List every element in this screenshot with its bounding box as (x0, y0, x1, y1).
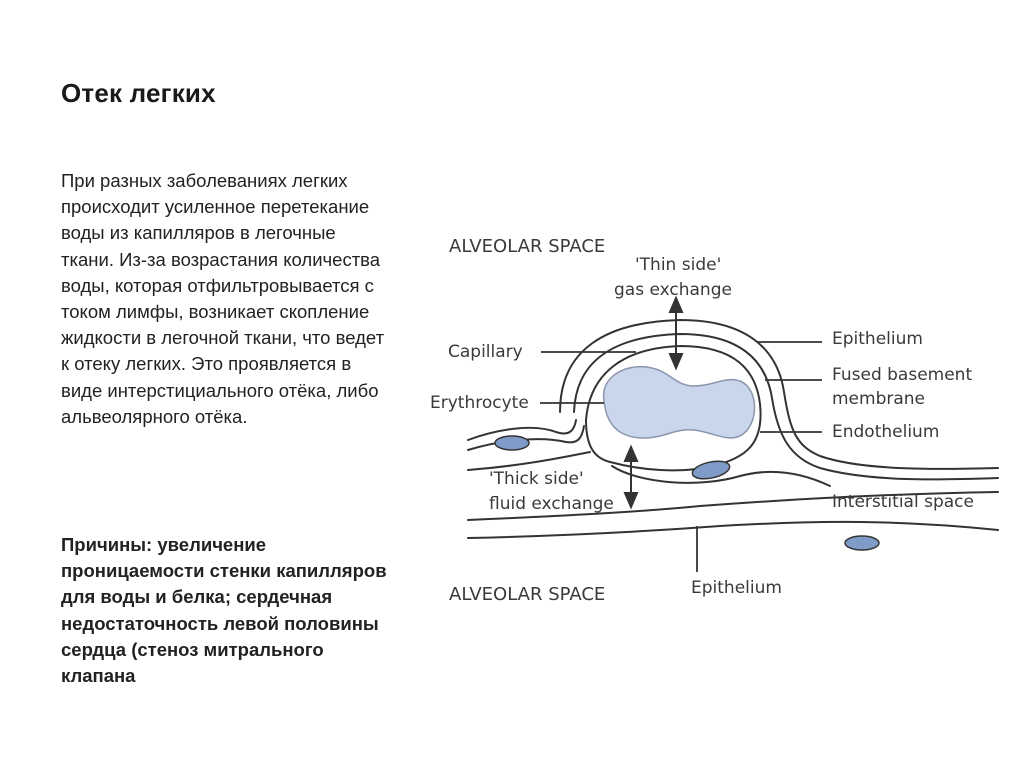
erythrocyte-shape (604, 367, 755, 438)
thick-side-arrow-up (625, 447, 637, 461)
epithelium-bottom-label: Epithelium (691, 578, 782, 598)
interstitial-lower-line (468, 522, 998, 538)
thin-side-label: 'Thin side' (635, 255, 722, 275)
alveolar-space-bottom-label: ALVEOLAR SPACE (449, 584, 606, 605)
nucleus-center (691, 458, 731, 482)
slide-title: Отек легких (61, 78, 216, 108)
causes-paragraph: Причины: увеличение проницаемости стенки капилляров для воды и белка; сердечная недостаточность левой половины сердца (стеноз митрального клапана (61, 534, 387, 687)
thin-side-arrow-down (670, 354, 682, 368)
thick-side-label: 'Thick side' (489, 469, 584, 489)
left-lower-line (468, 452, 590, 470)
fused-basement-label: Fused basement (832, 365, 973, 385)
thin-side-arrow-up (670, 298, 682, 312)
alveolar-space-top-label: ALVEOLAR SPACE (449, 236, 606, 257)
gas-exchange-label: gas exchange (614, 280, 732, 300)
body-paragraph: При разных заболеваниях легких происходит усиленное перетекание воды из капилляров в легочные ткани. Из-за возрастания количества воды, которая отфильтровывается с током лимфы, возникает скопление жидкости в легочной ткани, что ведет к отеку легких. Это проявляется в виде интерстициального отёка, либо альвеолярного отёка. (61, 170, 385, 427)
nucleus-left (495, 436, 529, 450)
nucleus-right (845, 536, 879, 550)
capillary-label: Capillary (448, 342, 523, 362)
endothelium-label: Endothelium (832, 422, 940, 442)
membrane-label: membrane (832, 389, 926, 409)
thick-side-arrow-down (625, 493, 637, 507)
erythrocyte-label: Erythrocyte (430, 393, 529, 413)
fluid-exchange-label: fluid exchange (489, 494, 614, 514)
interstitial-space-label: Interstitial space (832, 492, 974, 512)
epithelium-top-label: Epithelium (832, 329, 923, 349)
